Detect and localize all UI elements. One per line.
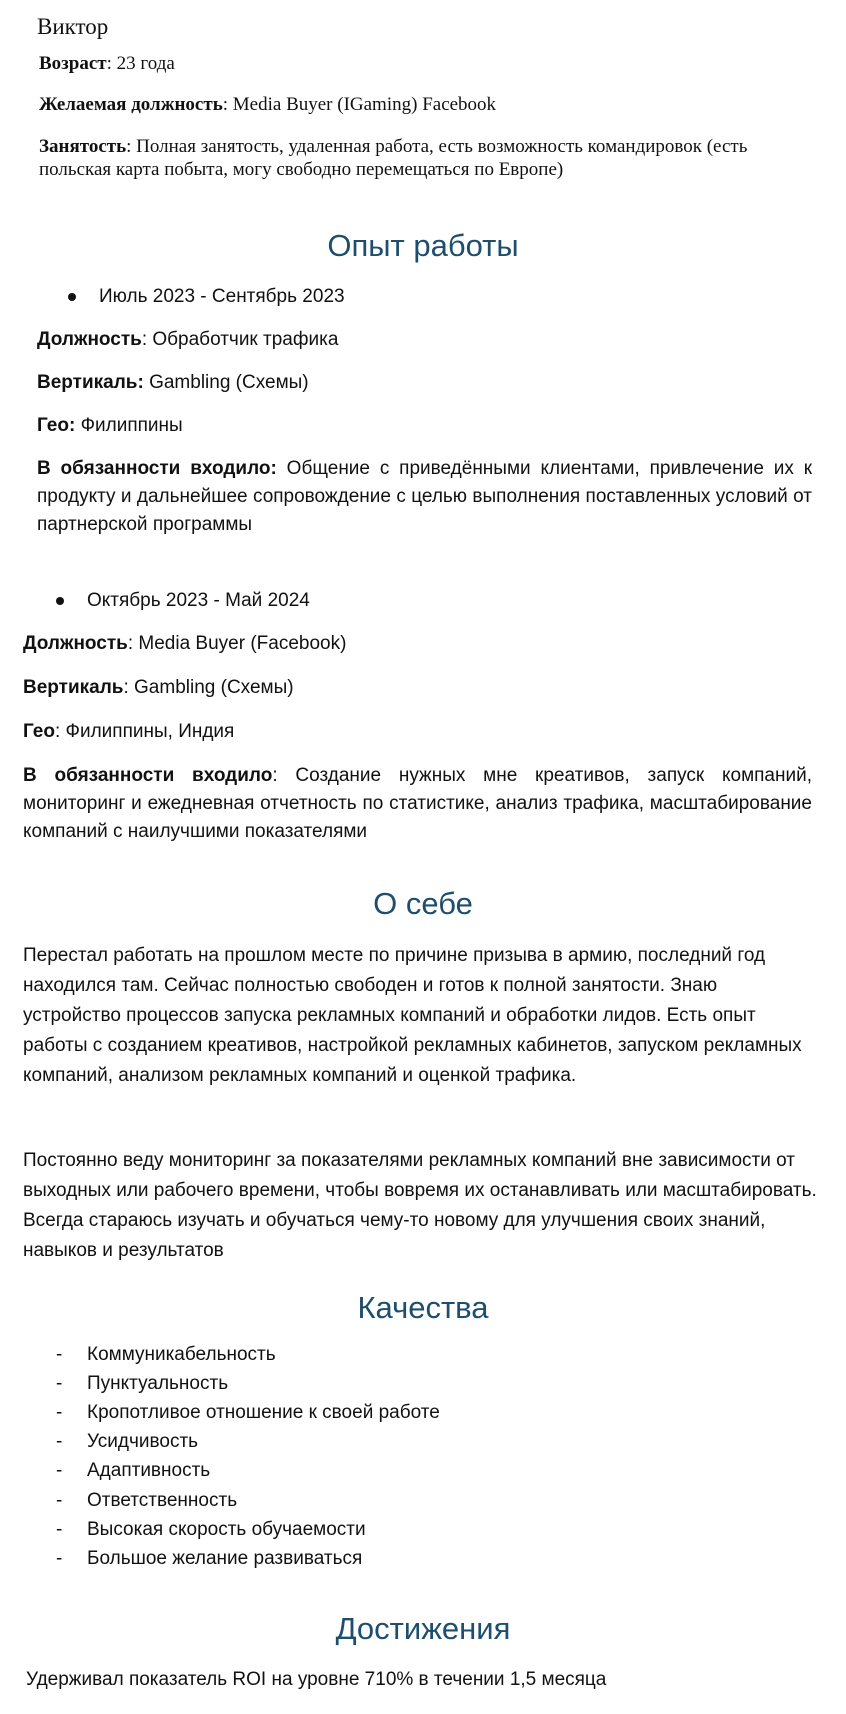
job2-vertical-value: : Gambling (Схемы): [123, 677, 294, 698]
quality-item: Высокая скорость обучаемости: [87, 1519, 366, 1540]
list-dash-icon: -: [56, 1519, 63, 1540]
job2-role-label: Должность: [23, 633, 128, 654]
candidate-name: Виктор: [37, 14, 109, 39]
achievement-text: Удерживал показатель ROI на уровне 710% в течении 1,5 месяца: [26, 1669, 607, 1690]
about-heading: О себе: [373, 886, 473, 921]
job1-vertical: [37, 369, 309, 397]
job2-duties-label: В обязанности входило: [23, 765, 273, 786]
employment-value: : Полная занятость, удаленная работа, есть возможность командировок (есть польская карта побыта, могу свободно перемещаться по Европе): [39, 136, 748, 180]
quality-item: Усидчивость: [87, 1431, 199, 1452]
experience-heading: Опыт работы: [327, 228, 519, 263]
job1-period: Июль 2023 - Сентябрь 2023: [99, 286, 345, 307]
quality-item: Ответственность: [87, 1490, 238, 1511]
list-dash-icon: -: [56, 1490, 63, 1511]
employment-line: [39, 135, 809, 181]
quality-item: Адаптивность: [87, 1460, 211, 1481]
about-paragraph-2: Постоянно веду мониторинг за показателями рекламных компаний вне зависимости от выходных или рабочего времени, чтобы вовремя их останавливать или масштабировать. Всегда стараюсь изучать и обучаться чему-то новому для улучшения своих знаний, навыков и результатов: [23, 1150, 817, 1261]
age-label: Возраст: [39, 53, 107, 74]
job2-geo-label: Гео: [23, 721, 55, 742]
quality-item: Кропотливое отношение к своей работе: [87, 1402, 440, 1423]
list-dash-icon: -: [56, 1431, 63, 1452]
quality-item: Пунктуальность: [87, 1373, 229, 1394]
job1-duties-value: Общение с приведёнными клиентами, привлечение их к продукту и дальнейшее сопровождение с целью выполнения поставленных условий от партнерской программы: [37, 458, 813, 535]
job2-role: [23, 630, 346, 658]
job2-vertical-label: Вертикаль: [23, 677, 124, 698]
job2-geo: [23, 718, 234, 746]
job1-role-value: : Обработчик трафика: [141, 329, 339, 350]
achievements-heading: Достижения: [335, 1611, 511, 1646]
job2-vertical: [23, 674, 294, 702]
bullet-icon: [56, 597, 64, 605]
list-dash-icon: -: [56, 1373, 63, 1394]
desired-position-value: : Media Buyer (IGaming) Facebook: [222, 94, 497, 115]
job2-period: Октябрь 2023 - Май 2024: [87, 590, 310, 611]
list-dash-icon: -: [56, 1344, 63, 1365]
job1-geo-label: Гео:: [37, 415, 76, 436]
job1-role-label: Должность: [37, 329, 142, 350]
list-dash-icon: -: [56, 1460, 63, 1481]
desired-position-label: Желаемая должность: [39, 94, 223, 115]
age-value: : 23 года: [106, 53, 175, 74]
about-paragraph-1: Перестал работать на прошлом месте по причине призыва в армию, последний год находился там. Сейчас полностью свободен и готов к полной занятости. Знаю устройство процессов запуска рекламных компаний и обработки лидов. Есть опыт работы с созданием креативов, настройкой рекламных кабинетов, запуском рекламных компаний, анализом рекламных компаний и оценкой трафика.: [23, 945, 802, 1086]
job1-duties: [37, 455, 812, 539]
job2-duties: [23, 762, 812, 846]
job1-vertical-label: Вертикаль:: [37, 372, 144, 393]
bullet-icon: [68, 293, 76, 301]
job1-duties-label: В обязанности входило:: [37, 458, 277, 479]
job2-role-value: : Media Buyer (Facebook): [127, 633, 347, 654]
job1-vertical-value: Gambling (Схемы): [143, 372, 309, 393]
quality-item: Коммуникабельность: [87, 1344, 276, 1365]
job1-geo: [37, 412, 183, 440]
qualities-heading: Качества: [357, 1290, 489, 1325]
employment-label: Занятость: [39, 136, 127, 157]
job1-role: [37, 326, 338, 354]
list-dash-icon: -: [56, 1402, 63, 1423]
quality-item: Большое желание развиваться: [87, 1548, 363, 1569]
job2-geo-value: : Филиппины, Индия: [54, 721, 235, 742]
job1-geo-value: Филиппины: [75, 415, 183, 436]
age-line: [39, 52, 809, 75]
list-dash-icon: -: [56, 1548, 63, 1569]
job2-duties-value: : Создание нужных мне креативов, запуск компаний, мониторинг и ежедневная отчетность по статистике, анализ трафика, масштабирование компаний с наилучшими показателями: [23, 765, 812, 842]
desired-position-line: [39, 93, 809, 116]
